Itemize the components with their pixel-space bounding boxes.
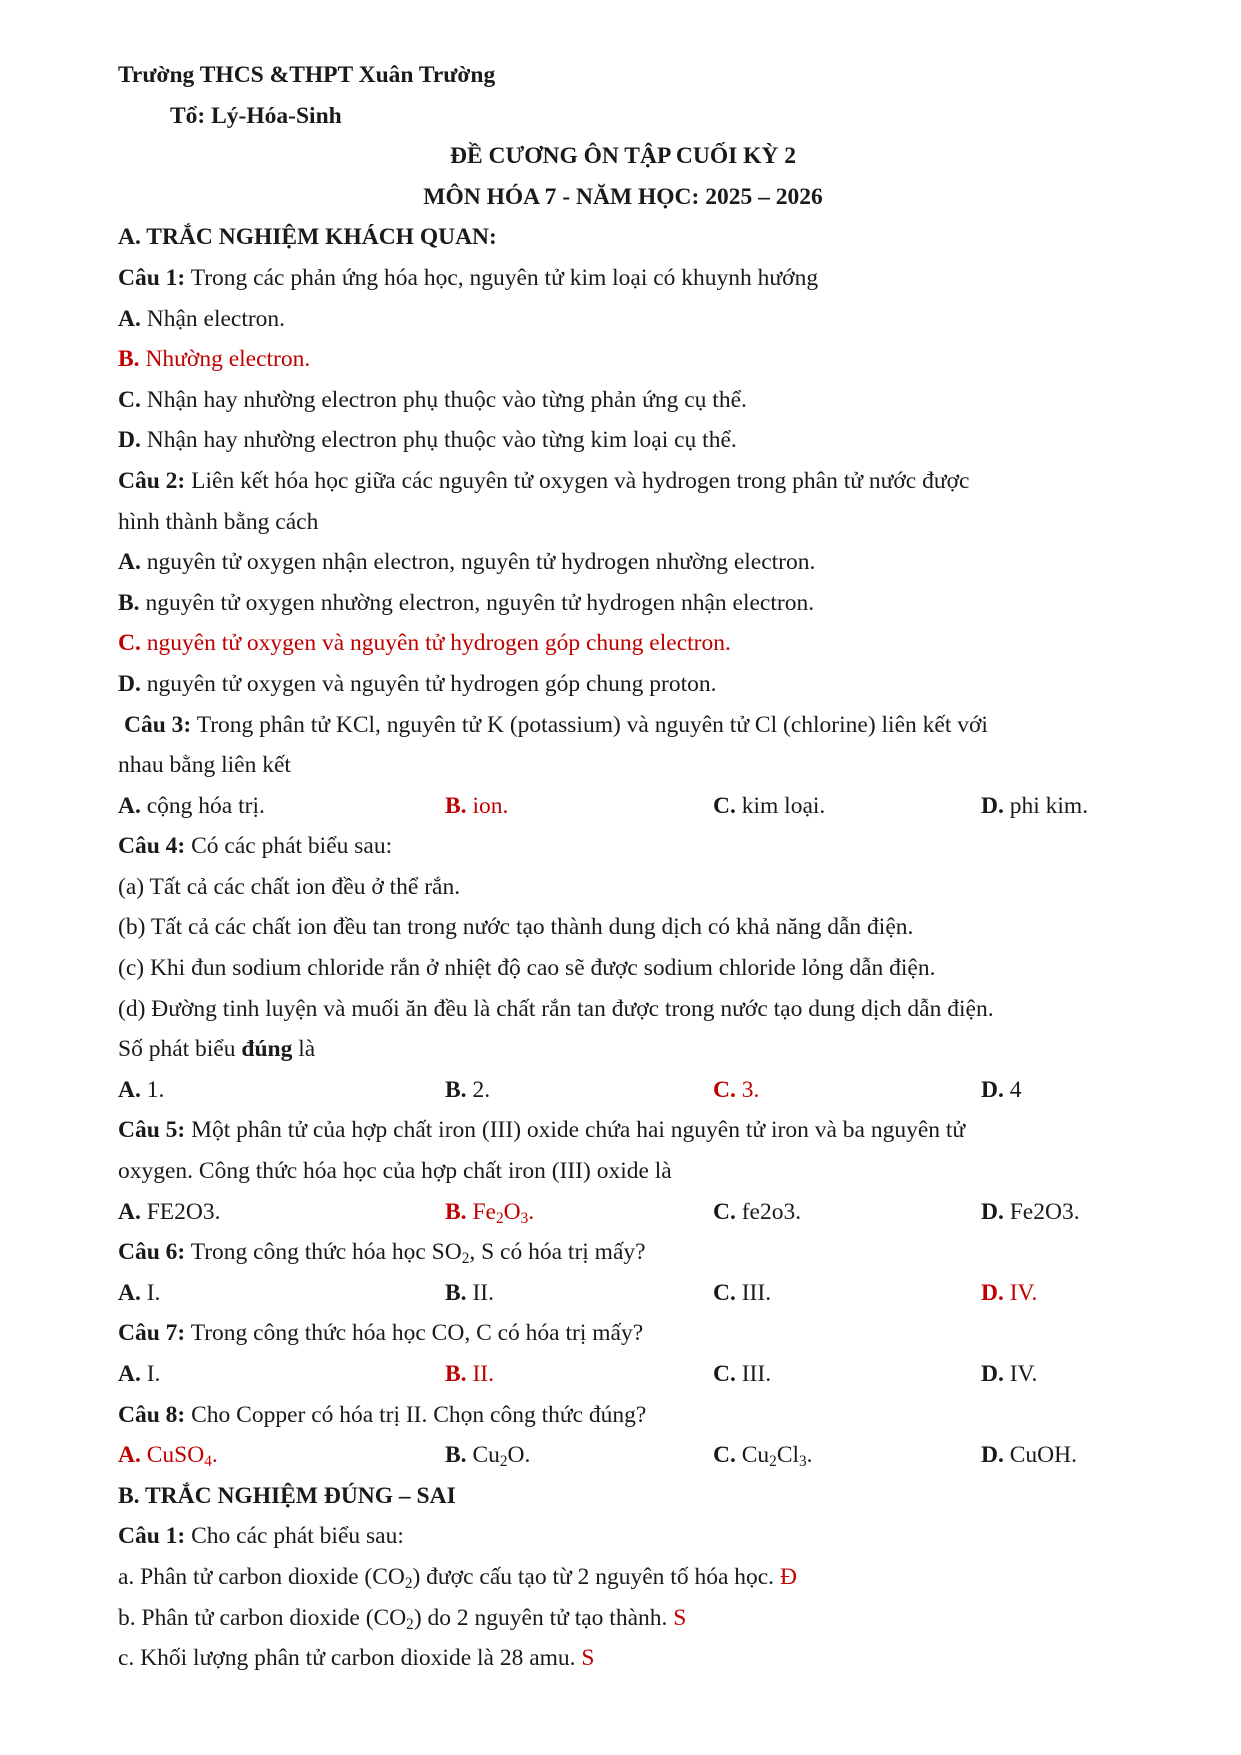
q2-option-b [118,583,1128,624]
q2-option-a [118,542,1128,583]
q6-option-b: B. II. [445,1279,494,1306]
option-letter: A. [118,549,141,576]
q8-option-c: C. $Cu_2Cl_3$. [713,1442,813,1470]
option-letter: D. [118,670,141,697]
question-text: Trong công thức hóa học CO, C có hóa trị mấy? [185,1320,644,1347]
document-page [118,55,1128,1679]
option-text: nguyên tử oxygen và nguyên tử hydrogen góp chung proton. [140,670,717,697]
question-8 [118,1395,1128,1436]
question-text: Có các phát biểu sau: [185,833,393,860]
question-6: Câu 6: Trong công thức hóa học $SO_2$, S có hóa trị mấy? [118,1239,646,1268]
option-text: Nhận hay nhường electron phụ thuộc vào từng phản ứng cụ thể. [140,386,747,413]
tf-question-1 [118,1516,1128,1557]
q8-option-b: B. $Cu_2O$. [445,1442,531,1470]
tf-statement-c: c. Khối lượng phân tử carbon dioxide là 28 amu. S [118,1645,595,1672]
q5-option-d: D. Fe2O3. [981,1198,1080,1225]
answer-mark: S [673,1604,687,1631]
document-title: ĐỀ CƯƠNG ÔN TẬP CUỐI KỲ 2 [450,143,796,170]
q4-option-b: B. 2. [445,1076,491,1103]
option-text: Nhường electron. [139,346,311,373]
question-text: Cho Copper có hóa trị II. Chọn công thức đúng? [185,1401,647,1428]
document-subtitle: MÔN HÓA 7 - NĂM HỌC: 2025 – 2026 [423,183,823,210]
question-label: Câu 2: [118,467,186,494]
tf-statement-a: a. Phân tử carbon dioxide $(CO_2)$ được cấu tạo từ 2 nguyên tố hóa học. Đ [118,1563,797,1592]
question-label: Câu 1: [118,264,186,291]
statement-a: (a) Tất cả các chất ion đều ở thể rắn. [118,873,461,900]
q7-option-d: D. IV. [981,1361,1038,1387]
q3-option-a: A. cộng hóa trị. [118,792,265,819]
question-1 [118,258,1128,299]
option-letter: B. [118,346,140,373]
q7-option-b-correct: B. II. [445,1361,494,1387]
question-4-ask: Số phát biểu đúng là [118,1036,316,1063]
q6-option-d-correct: D. IV. [981,1279,1038,1306]
question-4 [118,826,1128,867]
question-3-cont: nhau bằng liên kết [118,752,291,779]
question-label: Câu 3: [124,711,192,738]
q7-options [118,1354,1128,1395]
question-text: Cho các phát biểu sau: [185,1523,404,1550]
question-5-cont: oxygen. Công thức hóa học của hợp chất iron (III) oxide là [118,1158,672,1185]
q4-option-c-correct: C. 3. [713,1076,760,1103]
q1-option-d [118,420,1128,461]
q1-option-b-correct [118,339,1128,380]
section-a-heading: A. TRẮC NGHIỆM KHÁCH QUAN: [118,224,497,251]
option-letter: C. [118,630,141,657]
q3-options [118,786,1128,827]
question-3 [118,705,1128,746]
q2-option-d [118,664,1128,705]
option-letter: A. [118,305,141,332]
school-name: Trường THCS &THPT Xuân Trường [118,62,496,88]
section-b-heading: B. TRẮC NGHIỆM ĐÚNG – SAI [118,1482,456,1509]
option-text: Nhận hay nhường electron phụ thuộc vào từng kim loại cụ thể. [140,427,737,454]
question-label: Câu 4: [118,833,186,860]
question-label: Câu 6: [118,1239,186,1266]
statement-b: (b) Tất cả các chất ion đều tan trong nước tạo thành dung dịch có khả năng dẫn điện. [118,914,914,941]
question-label: Câu 5: [118,1117,186,1144]
question-2-cont: hình thành bằng cách [118,508,319,535]
question-text: Trong phân tử KCl, nguyên tử K (potassium) và nguyên tử Cl (chlorine) liên kết với [191,711,988,738]
q3-option-b-correct: B. ion. [445,792,509,819]
answer-mark: S [581,1645,595,1672]
option-text: nguyên tử oxygen và nguyên tử hydrogen góp chung electron. [140,630,731,657]
q7-option-a: A. I. [118,1361,161,1387]
q6-option-a: A. I. [118,1279,161,1306]
q5-options [118,1192,1128,1233]
question-text: Liên kết hóa học giữa các nguyên tử oxygen và hydrogen trong phân tử nước được [185,467,970,494]
question-2 [118,461,1128,502]
question-text: Trong các phản ứng hóa học, nguyên tử kim loại có khuynh hướng [185,264,819,291]
option-text: nguyên tử oxygen nhường electron, nguyên tử hydrogen nhận electron. [139,589,815,616]
question-text: Một phân tử của hợp chất iron (III) oxide chứa hai nguyên tử iron và ba nguyên tử [185,1117,966,1144]
q2-option-c-correct [118,623,1128,664]
q5-option-c: C. fe2o3. [713,1198,802,1225]
q6-option-c: C. III. [713,1279,772,1306]
question-label: Câu 8: [118,1401,186,1428]
question-7 [118,1313,1128,1354]
option-text: Nhận electron. [140,305,286,332]
option-letter: C. [118,386,141,413]
tf-statement-b: b. Phân tử carbon dioxide $(CO_2)$ do 2 nguyên tử tạo thành. S [118,1604,687,1633]
option-letter: D. [118,427,141,454]
department-name: Tổ: Lý-Hóa-Sinh [170,102,342,129]
q5-option-a: A. FE2O3. [118,1198,221,1225]
q4-option-a: A. 1. [118,1076,165,1103]
q6-options [118,1273,1128,1314]
q8-option-d: D. CuOH. [981,1442,1077,1469]
q7-option-c: C. III. [713,1361,772,1387]
q1-option-c [118,380,1128,421]
q4-options [118,1070,1128,1111]
q3-option-d: D. phi kim. [981,792,1089,819]
q8-option-a-correct: A. CuSO$_4$. [118,1442,218,1470]
option-text: nguyên tử oxygen nhận electron, nguyên tử hydrogen nhường electron. [140,549,816,576]
answer-mark: Đ [779,1563,797,1590]
statement-d: (d) Đường tinh luyện và muối ăn đều là chất rắn tan được trong nước tạo dung dịch dẫn điện. [118,995,994,1022]
q3-option-c: C. kim loại. [713,792,826,819]
question-label: Câu 7: [118,1320,186,1347]
q4-option-d: D. 4 [981,1076,1022,1103]
option-letter: B. [118,589,140,616]
statement-c: (c) Khi đun sodium chloride rắn ở nhiệt độ cao sẽ được sodium chloride lỏng dẫn điện. [118,955,936,982]
q1-option-a [118,299,1128,340]
q8-options [118,1435,1128,1476]
question-label: Câu 1: [118,1523,186,1550]
question-5 [118,1110,1128,1151]
q5-option-b-correct: B. $Fe_2O_3$. [445,1198,535,1227]
